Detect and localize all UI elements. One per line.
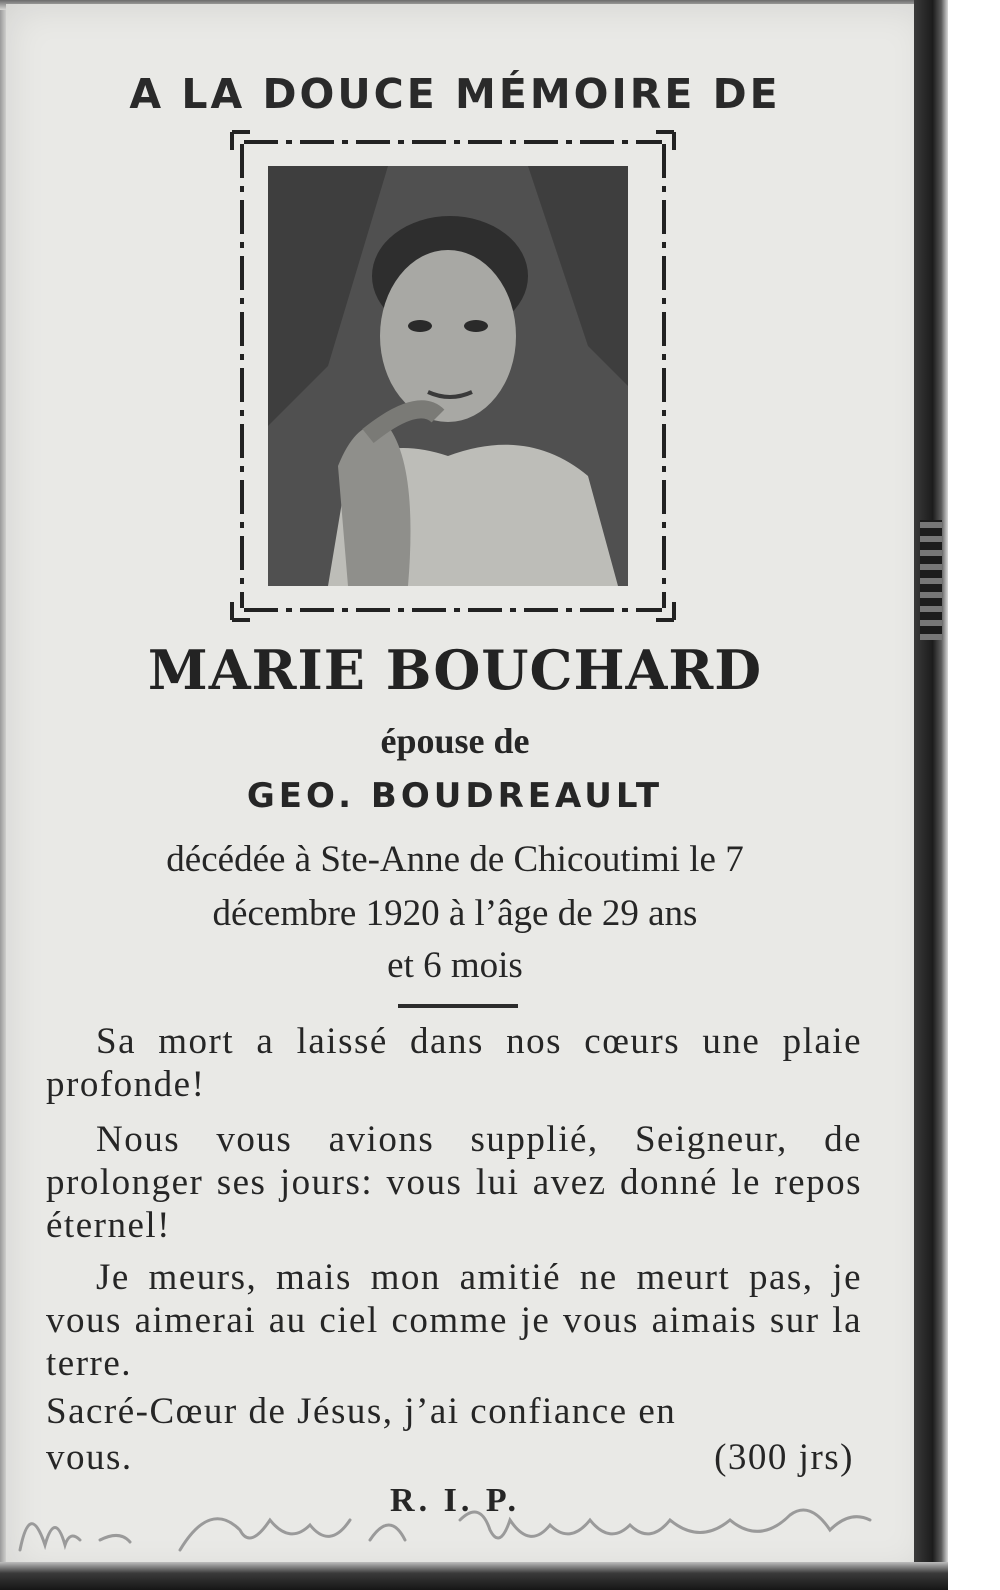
paragraph-2: Nous vous avions supplié, Seigneur, de prolonger ses jours: vous lui avez donné le repos éternel! [46, 1119, 862, 1246]
rip-text: R. I. P. [390, 1482, 520, 1519]
memorial-heading: A LA DOUCE MÉMOIRE DE [129, 70, 781, 118]
spouse-name: GEO. BOUDREAULT [246, 776, 664, 816]
closing-line [46, 1436, 854, 1479]
handwritten-signature-icon [10, 1490, 910, 1560]
deceased-name: MARIE BOUCHARD [147, 638, 763, 702]
paragraph-4: Sacré-Cœur de Jésus, j’ai confiance en [46, 1391, 677, 1432]
spouse-label: épouse de [380, 721, 530, 761]
paragraph-3: Je meurs, mais mon amitié ne meurt pas, je vous aimerai au ciel comme je vous aimais sur la terre. [46, 1257, 862, 1384]
portrait-photo-icon [268, 166, 628, 586]
death-line-2: décembre 1920 à l’âge de 29 ans [212, 893, 698, 934]
divider-rule [398, 1004, 518, 1008]
death-line-1: décédée à Ste-Anne de Chicoutimi le 7 [166, 839, 744, 880]
death-line-3: et 6 mois [387, 945, 523, 986]
card-bottom-border [0, 1562, 948, 1590]
closing-word: vous. [46, 1437, 133, 1478]
paragraph-1: Sa mort a laissé dans nos cœurs une plaie profonde! [46, 1021, 862, 1105]
indulgence-note: (300 jrs) [714, 1437, 854, 1478]
card-right-border [914, 0, 948, 1590]
